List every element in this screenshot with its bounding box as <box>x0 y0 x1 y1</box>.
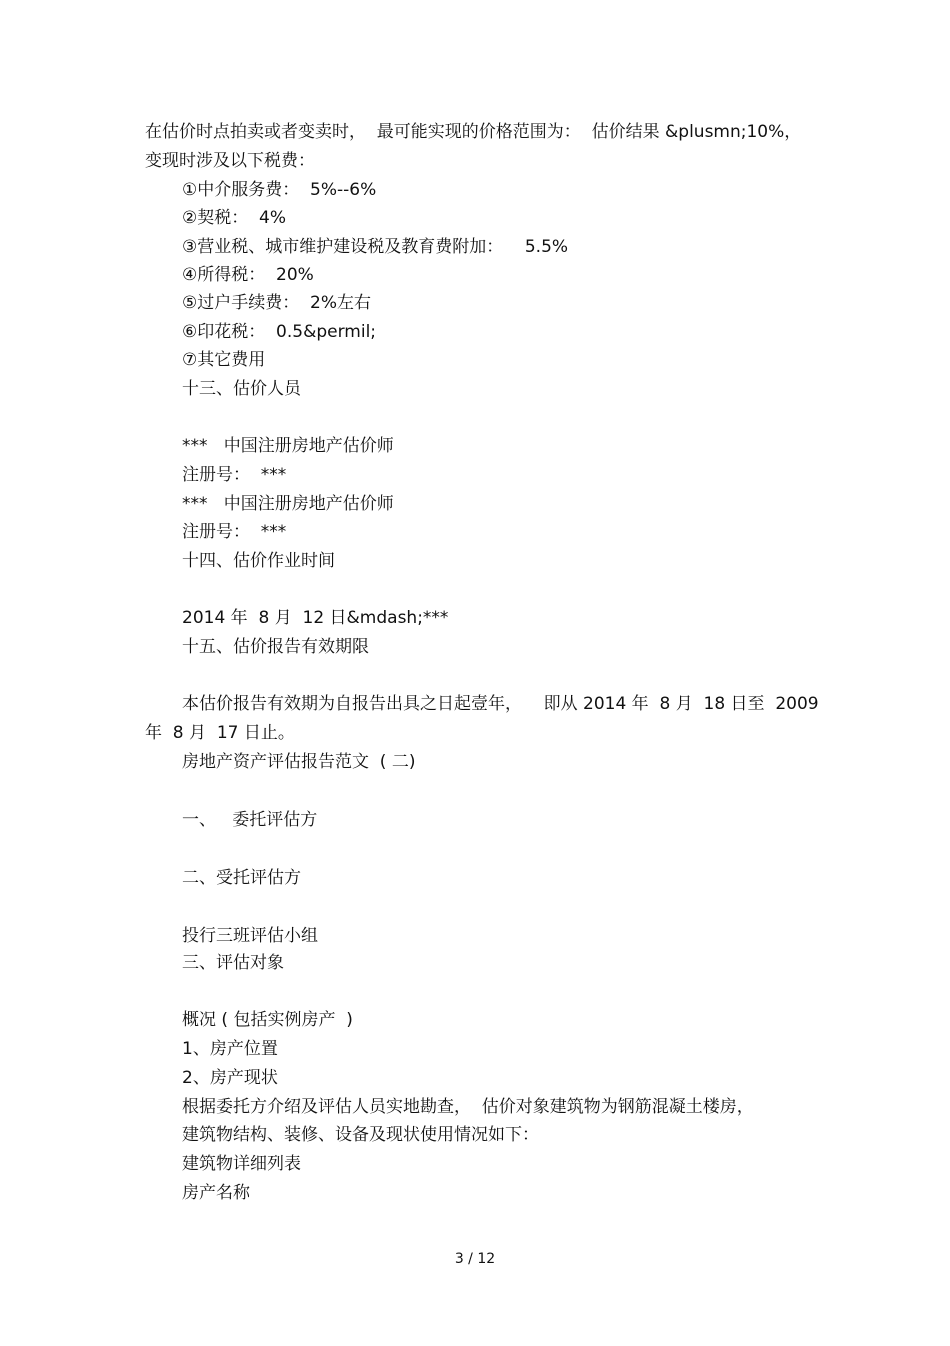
text-line: 2014 年 8 月 12 日&mdash;*** <box>182 608 449 628</box>
text-line: 根据委托方介绍及评估人员实地勘查， 估价对象建筑物为钢筋混凝土楼房， <box>182 1097 754 1117</box>
section-heading: 房地产资产评估报告范文 ( 二) <box>182 752 416 772</box>
section-heading: 十五、估价报告有效期限 <box>182 637 369 657</box>
text-line: 房产名称 <box>182 1183 250 1203</box>
text-line: ⑥印花税： 0.5&permil; <box>182 322 377 342</box>
text-line: 年 8 月 17 日止。 <box>145 723 295 743</box>
text-line: 建筑物结构、装修、设备及现状使用情况如下： <box>182 1125 539 1145</box>
text-line: 1、房产位置 <box>182 1039 278 1059</box>
text-line: ④所得税： 20% <box>182 265 314 285</box>
text-line: 在估价时点拍卖或者变卖时， 最可能实现的价格范围为： 估价结果 &plusmn;10%， <box>145 122 802 142</box>
text-line: 投行三班评估小组 <box>182 926 318 946</box>
text-line: 注册号： *** <box>182 522 287 542</box>
text-line: 建筑物详细列表 <box>182 1154 301 1174</box>
text-line: 变现时涉及以下税费： <box>145 151 315 171</box>
text-line: 注册号： *** <box>182 465 287 485</box>
page-number: 3 / 12 <box>454 1251 496 1267</box>
section-heading: 十三、估价人员 <box>182 379 301 399</box>
section-heading: 三、评估对象 <box>182 953 284 973</box>
text-line: 概况 ( 包括实例房产 ) <box>182 1010 353 1030</box>
section-heading: 一、 委托评估方 <box>182 810 318 830</box>
text-line: ⑤过户手续费： 2%左右 <box>182 293 372 313</box>
text-line: 本估价报告有效期为自报告出具之日起壹年， 即从 2014 年 8 月 18 日至 2009 <box>182 694 819 714</box>
text-line: 2、房产现状 <box>182 1068 278 1088</box>
section-heading: 十四、估价作业时间 <box>182 551 335 571</box>
section-heading: 二、受托评估方 <box>182 868 301 888</box>
text-line: ②契税： 4% <box>182 208 287 228</box>
text-line: *** 中国注册房地产估价师 <box>182 436 394 456</box>
text-line: ③营业税、城市维护建设税及教育费附加： 5.5% <box>182 237 569 257</box>
text-line: ①中介服务费： 5%--6% <box>182 180 377 200</box>
text-line: *** 中国注册房地产估价师 <box>182 494 394 514</box>
text-line: ⑦其它费用 <box>182 350 266 370</box>
